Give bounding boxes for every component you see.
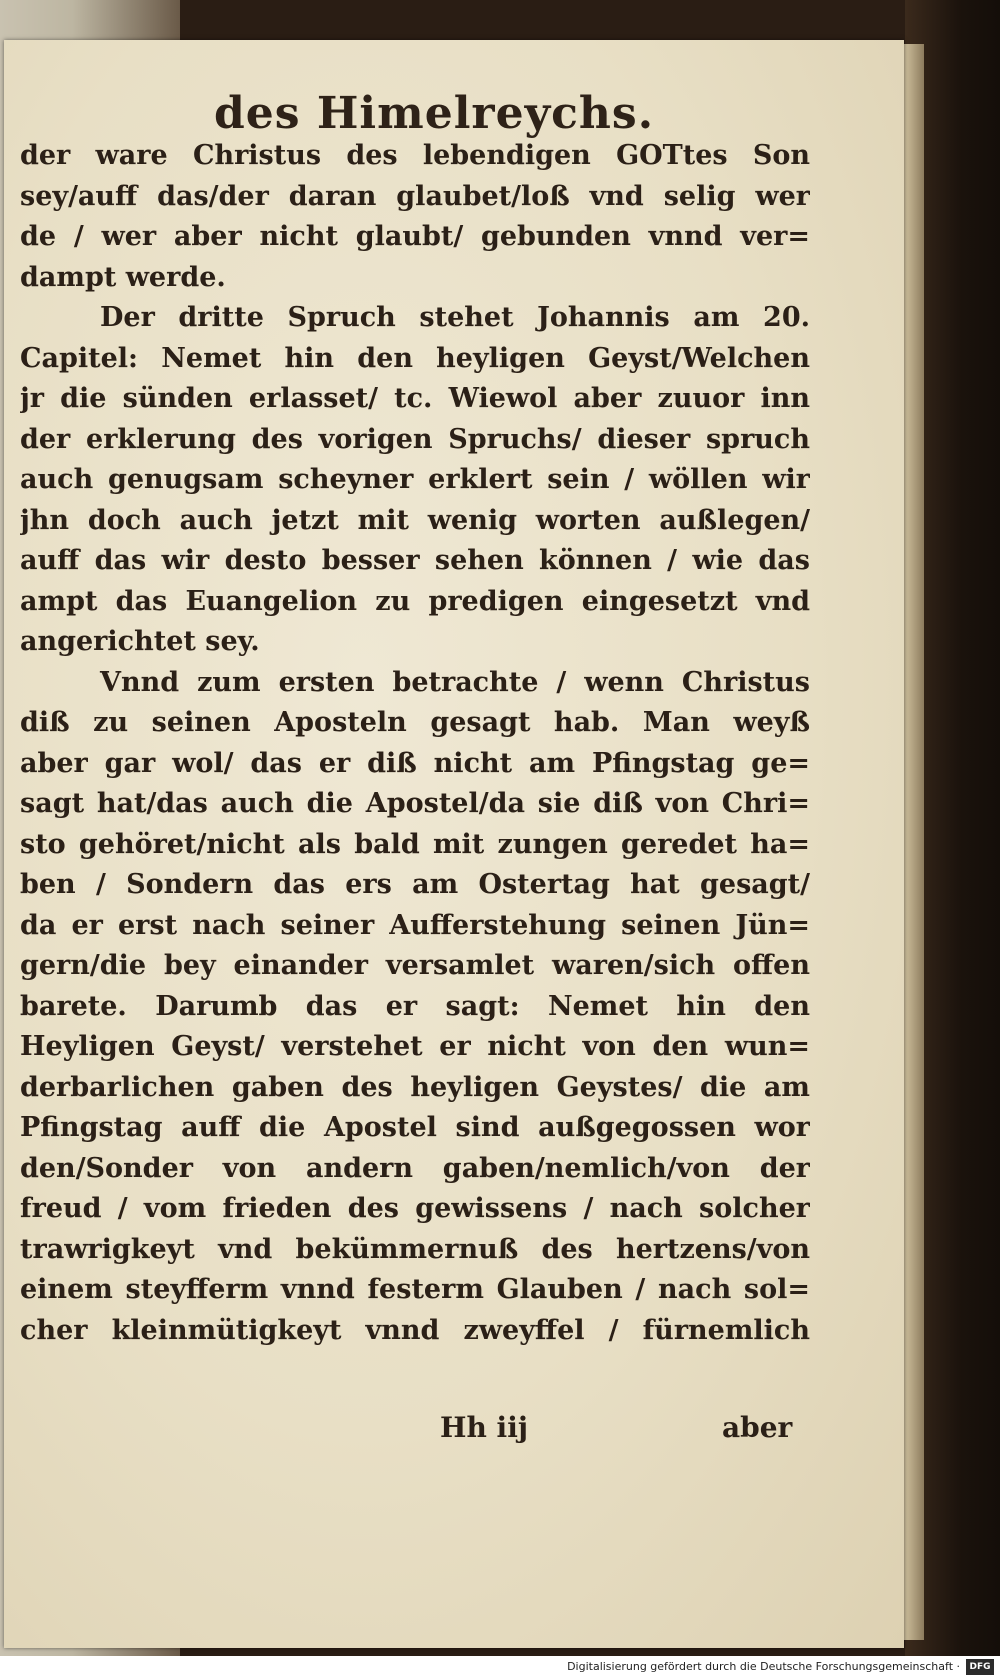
text-line: Heyligen Geyst/ verstehet er nicht von den wun= [20, 1031, 810, 1062]
credit-text: Digitalisierung gefördert durch die Deutsche Forschungsgemeinschaft · [567, 1660, 960, 1673]
text-line: dampt werde. [20, 261, 226, 293]
text-line: Capitel: Nemet hin den heyligen Geyst/Welchen [20, 342, 810, 374]
credit-strip [0, 1656, 1000, 1680]
text-line: der ware Christus des lebendigen GOTtes Son [20, 140, 810, 171]
text-line: auch genugsam scheyner erklert sein / wöllen wir [20, 464, 810, 495]
text-line: einem steyfferm vnnd festerm Glauben / nach sol= [20, 1274, 810, 1305]
text-line: sto gehöret/nicht als bald mit zungen geredet ha= [20, 828, 810, 860]
text-line: freud / vom frieden des gewissens / nach solcher [20, 1193, 810, 1224]
text-line: sagt hat/das auch die Apostel/da sie diß von Chri= [20, 788, 810, 819]
text-line: ampt das Euangelion zu predigen eingesetzt vnd [20, 585, 810, 617]
text-line: barete. Darumb das er sagt: Nemet hin den [20, 990, 810, 1022]
text-line: gern/die bey einander versamlet waren/sich offen [20, 950, 810, 981]
text-line: da er erst nach seiner Aufferstehung seinen Jün= [20, 909, 810, 941]
text-line: Vnnd zum ersten betrachte / wenn Christus [100, 666, 810, 698]
text-line: trawrigkeyt vnd bekümmernuß des hertzens/von [20, 1233, 810, 1265]
text-line: angerichtet sey. [20, 626, 260, 657]
text-line: aber gar wol/ das er diß nicht am Pfingstag ge= [20, 747, 810, 779]
dfg-logo: DFG [966, 1659, 994, 1675]
text-line: Der dritte Spruch stehet Johannis am 20. [100, 302, 810, 333]
book-page [4, 40, 904, 1648]
catchword: aber [722, 1411, 793, 1444]
text-line: der erklerung des vorigen Spruchs/ dieser spruch [20, 423, 810, 455]
text-line: derbarlichen gaben des heyligen Geystes/ die am [20, 1071, 810, 1103]
text-line: sey/auff das/der daran glaubet/loß vnd selig wer [20, 180, 810, 212]
text-line: de / wer aber nicht glaubt/ gebunden vnnd ver= [20, 221, 810, 252]
signature-mark: Hh iij [440, 1411, 528, 1444]
text-line: auff das wir desto besser sehen können / wie das [20, 545, 810, 576]
text-line: den/Sonder von andern gaben/nemlich/von der [20, 1152, 810, 1184]
text-line: jhn doch auch jetzt mit wenig worten außlegen/ [20, 504, 810, 536]
text-line: Pfingstag auff die Apostel sind außgegossen wor [20, 1112, 810, 1143]
running-head: des Himelreychs. [214, 88, 655, 139]
text-line: jr die sünden erlasset/ tc. Wiewol aber zuuor inn [20, 383, 810, 414]
text-line: ben / Sondern das ers am Ostertag hat gesagt/ [20, 869, 810, 900]
text-line: cher kleinmütigkeyt vnnd zweyffel / fürnemlich [20, 1314, 810, 1346]
body-text [20, 136, 810, 1351]
text-line: diß zu seinen Aposteln gesagt hab. Man weyß [20, 707, 810, 738]
